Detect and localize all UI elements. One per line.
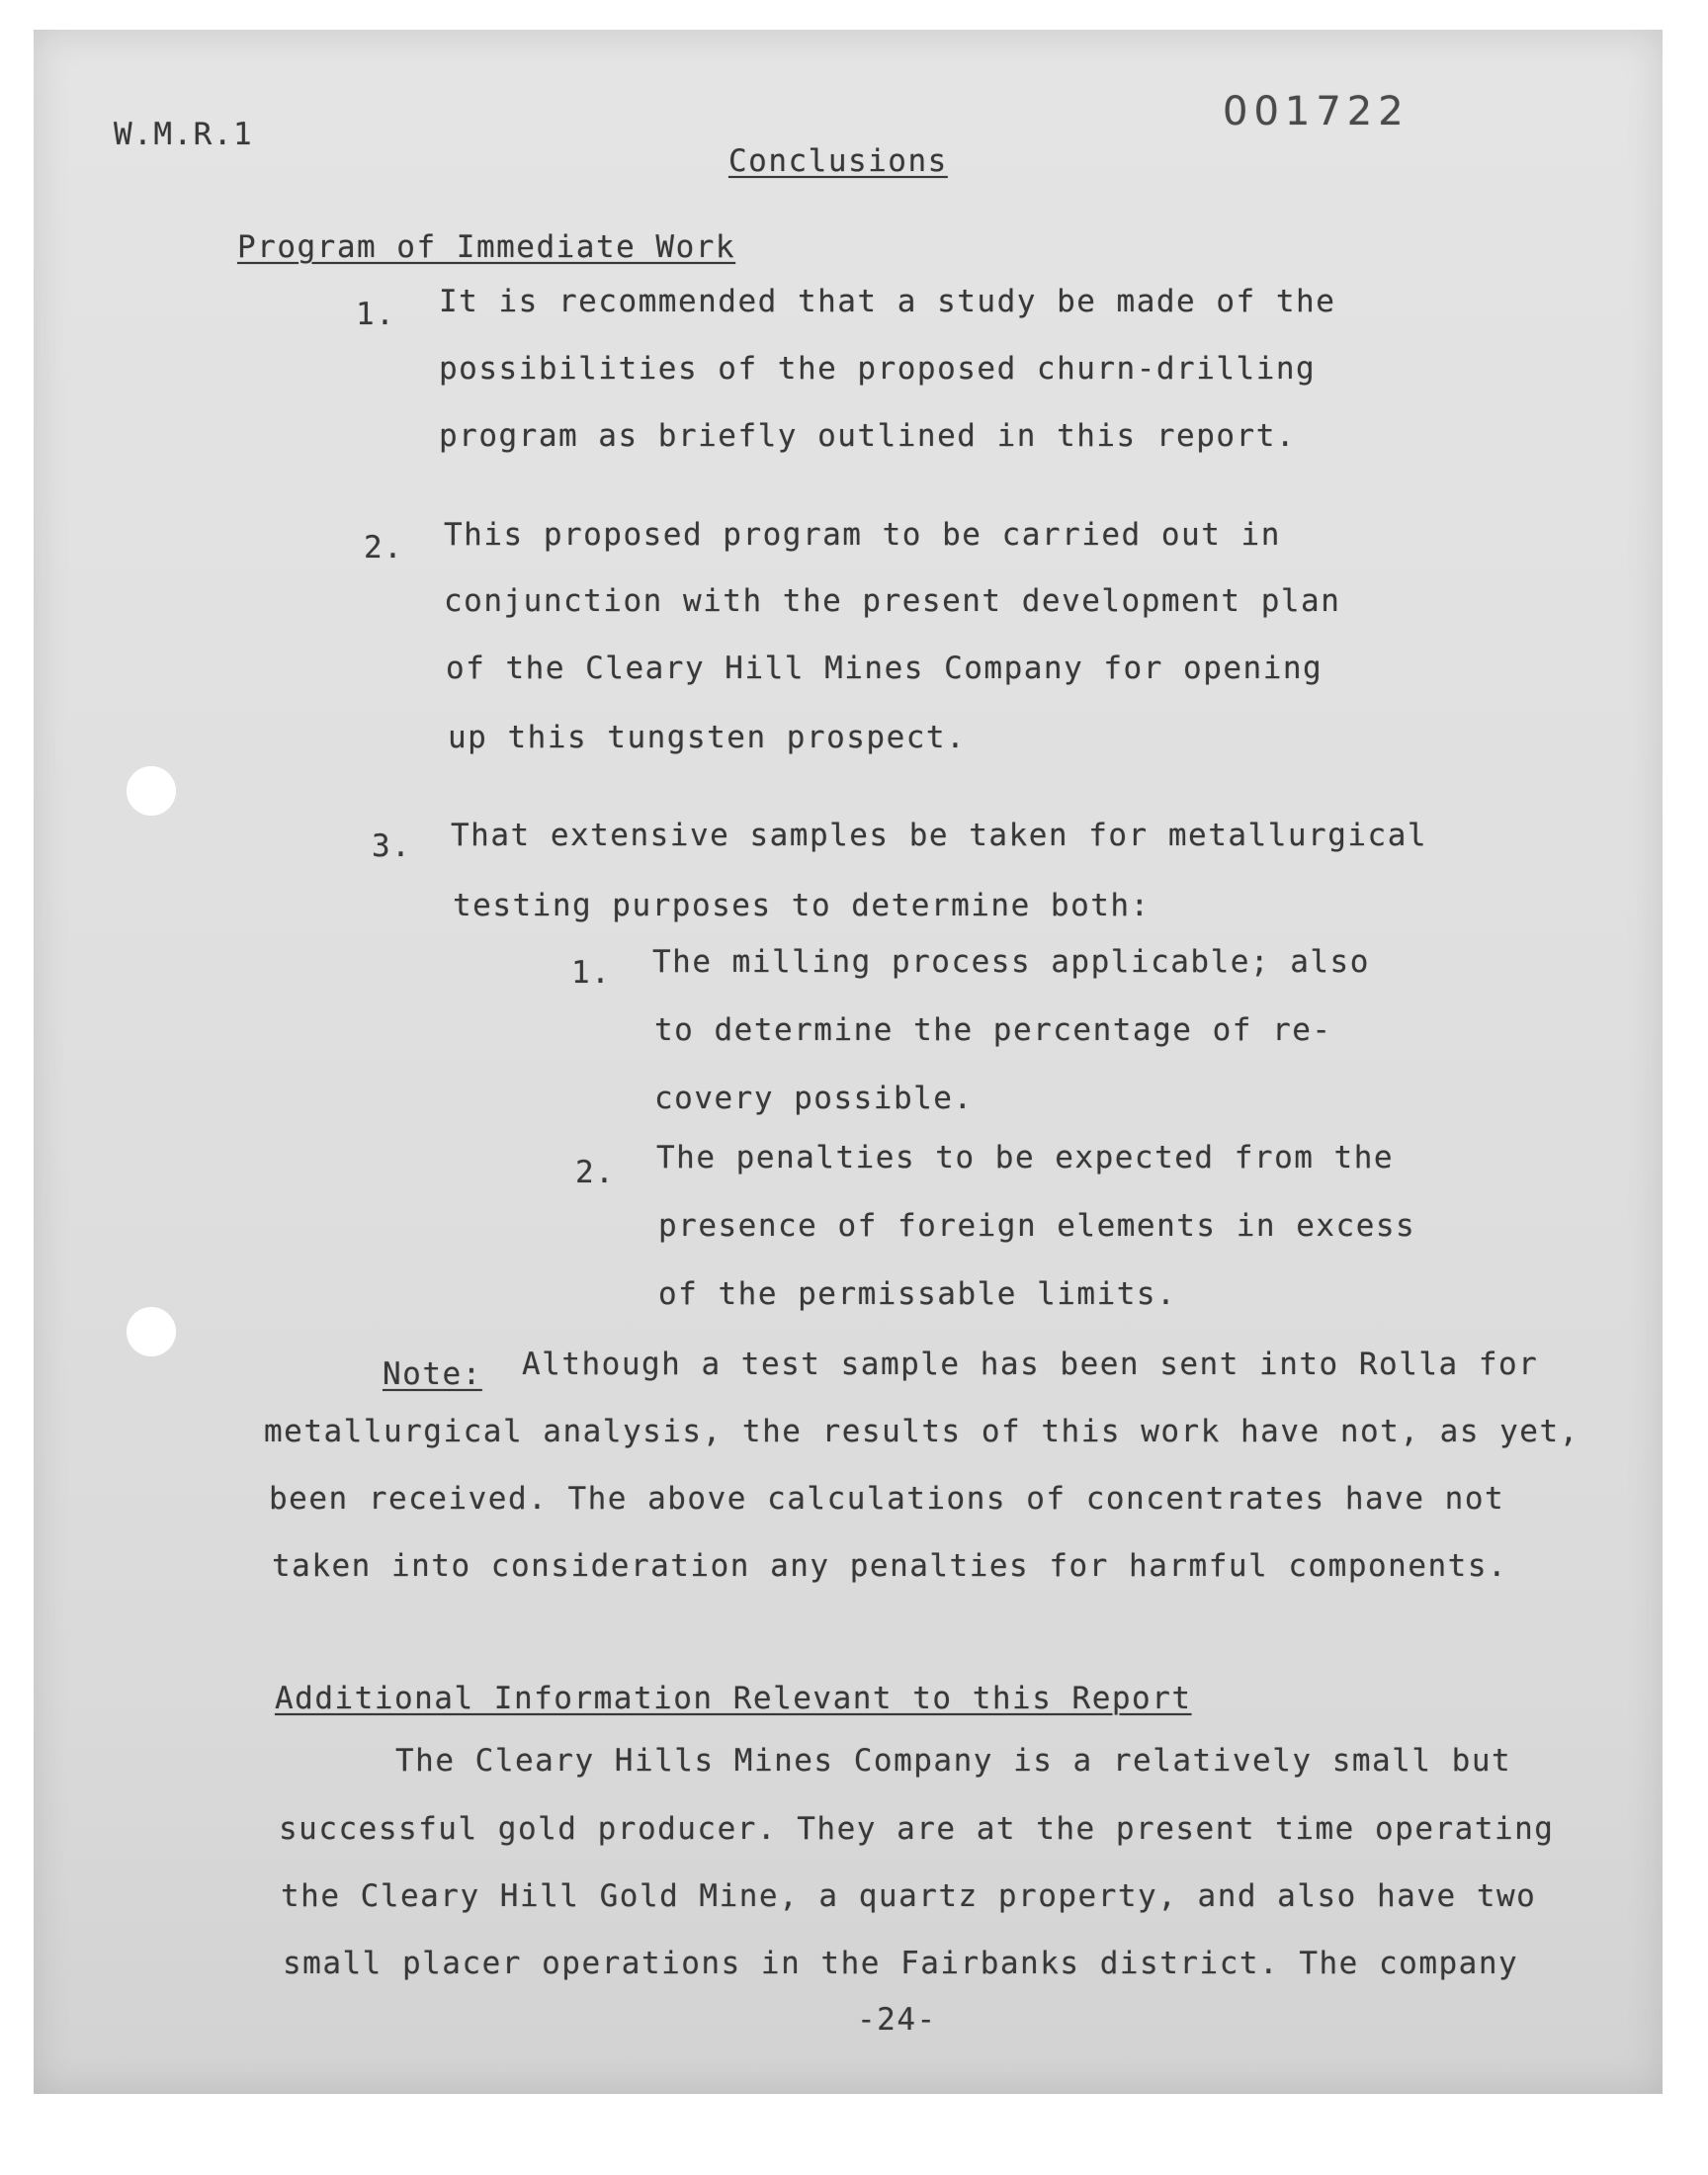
note-line: been received. The above calculations of concentrates have not [269, 1481, 1505, 1517]
item-3-line: testing purposes to determine both: [453, 888, 1151, 923]
note-line: metallurgical analysis, the results of this work have not, as yet, [264, 1414, 1580, 1449]
sub-item-1-line: to determine the percentage of re- [654, 1012, 1332, 1048]
document-number: 001722 [1223, 89, 1409, 134]
sub-item-1-number: 1. [571, 955, 612, 991]
section-heading-additional: Additional Information Relevant to this Report [275, 1681, 1192, 1716]
sub-item-2-line: The penalties to be expected from the [656, 1140, 1395, 1175]
item-1-number: 1. [356, 297, 396, 332]
item-2-line: of the Cleary Hill Mines Company for opening [446, 651, 1324, 686]
additional-line: successful gold producer. They are at the present time operating [279, 1811, 1555, 1847]
section-heading-program: Program of Immediate Work [237, 229, 736, 265]
additional-line: The Cleary Hills Mines Company is a relatively small but [395, 1743, 1512, 1779]
sub-item-2-line: of the permissable limits. [658, 1276, 1177, 1312]
additional-line: small placer operations in the Fairbanks district. The company [283, 1946, 1519, 1981]
item-1-line: It is recommended that a study be made of the [439, 284, 1336, 319]
item-2-line: conjunction with the present development plan [444, 583, 1341, 619]
document-sheet [34, 30, 1663, 2094]
sub-item-1-line: The milling process applicable; also [652, 944, 1370, 980]
punch-hole-lower [127, 1307, 176, 1356]
sub-item-2-line: presence of foreign elements in excess [658, 1208, 1416, 1244]
sub-item-1-line: covery possible. [654, 1081, 974, 1116]
note-line: taken into consideration any penalties for harmful components. [272, 1548, 1508, 1584]
item-2-line: up this tungsten prospect. [448, 720, 967, 755]
item-3-line: That extensive samples be taken for metallurgical [451, 818, 1428, 853]
note-label: Note: [383, 1356, 482, 1392]
item-2-line: This proposed program to be carried out in [444, 517, 1281, 553]
report-code: W.M.R.1 [114, 117, 254, 152]
item-3-number: 3. [372, 828, 412, 864]
sub-item-2-number: 2. [575, 1155, 616, 1190]
item-2-number: 2. [364, 530, 404, 566]
additional-line: the Cleary Hill Gold Mine, a quartz property, and also have two [281, 1878, 1537, 1914]
page-title: Conclusions [728, 143, 948, 179]
punch-hole-upper [127, 766, 176, 816]
item-1-line: program as briefly outlined in this report. [439, 418, 1297, 454]
page-number: -24- [857, 2002, 937, 2038]
note-line: Although a test sample has been sent into Rolla for [522, 1347, 1539, 1382]
item-1-line: possibilities of the proposed churn-drilling [439, 351, 1317, 387]
